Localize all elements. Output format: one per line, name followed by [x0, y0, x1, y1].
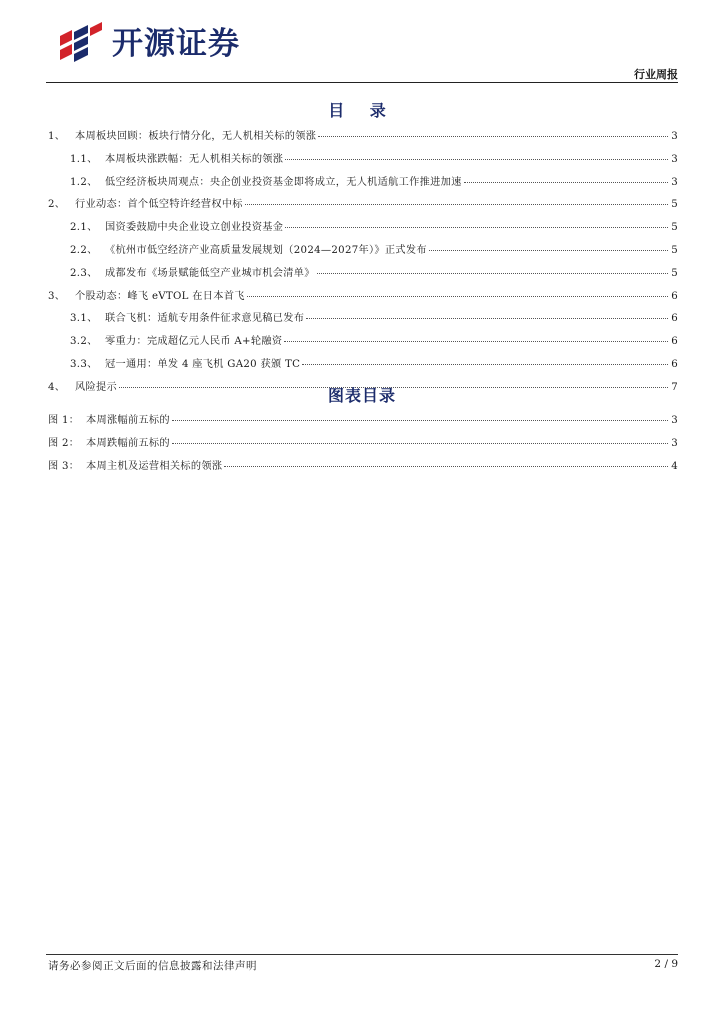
- leader-dots: [247, 296, 668, 297]
- footer-disclaimer: 请务必参阅正文后面的信息披露和法律声明: [48, 960, 257, 972]
- report-type: 行业周报: [634, 68, 678, 81]
- toc-entry-number: 1.2、: [70, 176, 98, 188]
- figure-entry[interactable]: [48, 457, 678, 480]
- toc-entry-text: 《杭州市低空经济产业高质量发展规划（2024—2027年）》正式发布: [105, 244, 427, 256]
- toc-entry-page: 5: [671, 244, 678, 256]
- leader-dots: [302, 364, 668, 365]
- company-logo: [58, 22, 240, 66]
- toc-entry-number: 3.3、: [70, 358, 98, 370]
- toc-entry-text: 行业动态：首个低空特许经营权中标: [75, 199, 243, 211]
- toc-entry-text: 低空经济板块周观点：央企创业投资基金即将成立，无人机适航工作推进加速: [105, 176, 462, 188]
- toc-entry-text: 本周板块涨跌幅：无人机相关标的领涨: [105, 153, 284, 165]
- leader-dots: [317, 273, 668, 274]
- logo-mark-icon: [58, 22, 104, 66]
- toc-entry[interactable]: [48, 173, 678, 196]
- leader-dots: [172, 420, 668, 421]
- toc-entry-text: 本周板块回顾：板块行情分化，无人机相关标的领涨: [75, 131, 317, 142]
- toc-entry-text: 个股动态：峰飞 eVTOL 在日本首飞: [75, 290, 245, 302]
- toc-entry-number: 2、: [48, 199, 66, 211]
- toc-entry-page: 5: [671, 222, 678, 234]
- figure-entry-page: 4: [671, 460, 678, 472]
- toc-entry-page: 6: [671, 313, 678, 325]
- toc-entry-number: 1.1、: [70, 153, 98, 165]
- toc-list: [48, 127, 678, 401]
- leader-dots: [285, 227, 668, 228]
- toc-entry-page: 3: [671, 176, 678, 188]
- leader-dots: [245, 204, 668, 205]
- toc-entry-text: 联合飞机：适航专用条件征求意见稿已发布: [105, 313, 305, 325]
- toc-entry[interactable]: [48, 195, 678, 218]
- toc-entry-page: 5: [671, 267, 678, 279]
- toc-entry-number: 2.3、: [70, 267, 98, 279]
- toc-entry-text: 国资委鼓励中央企业设立创业投资基金: [105, 222, 284, 234]
- logo-text: 开源证券: [112, 26, 240, 62]
- page-number: 2 / 9: [654, 958, 678, 970]
- figure-entry-page: 3: [671, 415, 678, 426]
- figure-entry[interactable]: [48, 434, 678, 457]
- leader-dots: [464, 182, 668, 183]
- leader-dots: [284, 341, 668, 342]
- toc-entry[interactable]: [48, 287, 678, 310]
- toc-entry-number: 4、: [48, 381, 66, 393]
- toc-entry-page: 5: [671, 199, 678, 211]
- toc-entry-text: 零重力：完成超亿元人民币 A+轮融资: [105, 336, 283, 348]
- toc-entry-page: 6: [671, 336, 678, 348]
- toc-entry[interactable]: [48, 332, 678, 355]
- figure-entry-number: 图 1：: [48, 415, 80, 426]
- toc-entry-page: 3: [671, 153, 678, 165]
- toc-entry-number: 3.2、: [70, 336, 98, 348]
- toc-entry[interactable]: [48, 218, 678, 241]
- toc-entry-text: 风险提示: [75, 381, 117, 393]
- toc-entry-number: 3、: [48, 290, 66, 302]
- toc-entry-text: 成都发布《场景赋能低空产业城市机会清单》: [105, 267, 315, 279]
- figure-entry-text: 本周跌幅前五标的: [86, 437, 170, 449]
- toc-entry[interactable]: [48, 150, 678, 173]
- figure-entry-text: 本周主机及运营相关标的领涨: [86, 460, 223, 472]
- toc-entry-page: 7: [671, 381, 678, 393]
- toc-entry-text: 冠一通用：单发 4 座飞机 GA20 获颁 TC: [105, 358, 301, 370]
- leader-dots: [306, 318, 668, 319]
- toc-entry[interactable]: [48, 309, 678, 332]
- toc-entry[interactable]: [48, 241, 678, 264]
- figure-entry-number: 图 3：: [48, 460, 80, 472]
- toc-title: 目 录: [328, 101, 396, 120]
- toc-entry-page: 6: [671, 358, 678, 370]
- figures-title: 图表目录: [327, 386, 396, 405]
- toc-entry-number: 2.2、: [70, 244, 98, 256]
- figure-entry-number: 图 2：: [48, 437, 80, 449]
- toc-entry[interactable]: [48, 355, 678, 378]
- leader-dots: [172, 443, 668, 444]
- toc-entry-page: 6: [671, 290, 678, 302]
- leader-dots: [224, 466, 668, 467]
- figure-entry[interactable]: [48, 411, 678, 434]
- toc-entry-number: 1、: [48, 131, 66, 142]
- leader-dots: [429, 250, 668, 251]
- leader-dots: [318, 136, 668, 137]
- toc-entry-number: 2.1、: [70, 222, 98, 234]
- toc-entry[interactable]: [48, 127, 678, 150]
- toc-entry-number: 3.1、: [70, 313, 98, 325]
- figure-entry-text: 本周涨幅前五标的: [86, 415, 170, 426]
- header-divider: [46, 82, 678, 83]
- footer-divider: [46, 954, 678, 955]
- leader-dots: [285, 159, 668, 160]
- figures-list: [48, 411, 678, 479]
- figure-entry-page: 3: [671, 437, 678, 449]
- toc-entry-page: 3: [671, 131, 678, 142]
- toc-entry[interactable]: [48, 264, 678, 287]
